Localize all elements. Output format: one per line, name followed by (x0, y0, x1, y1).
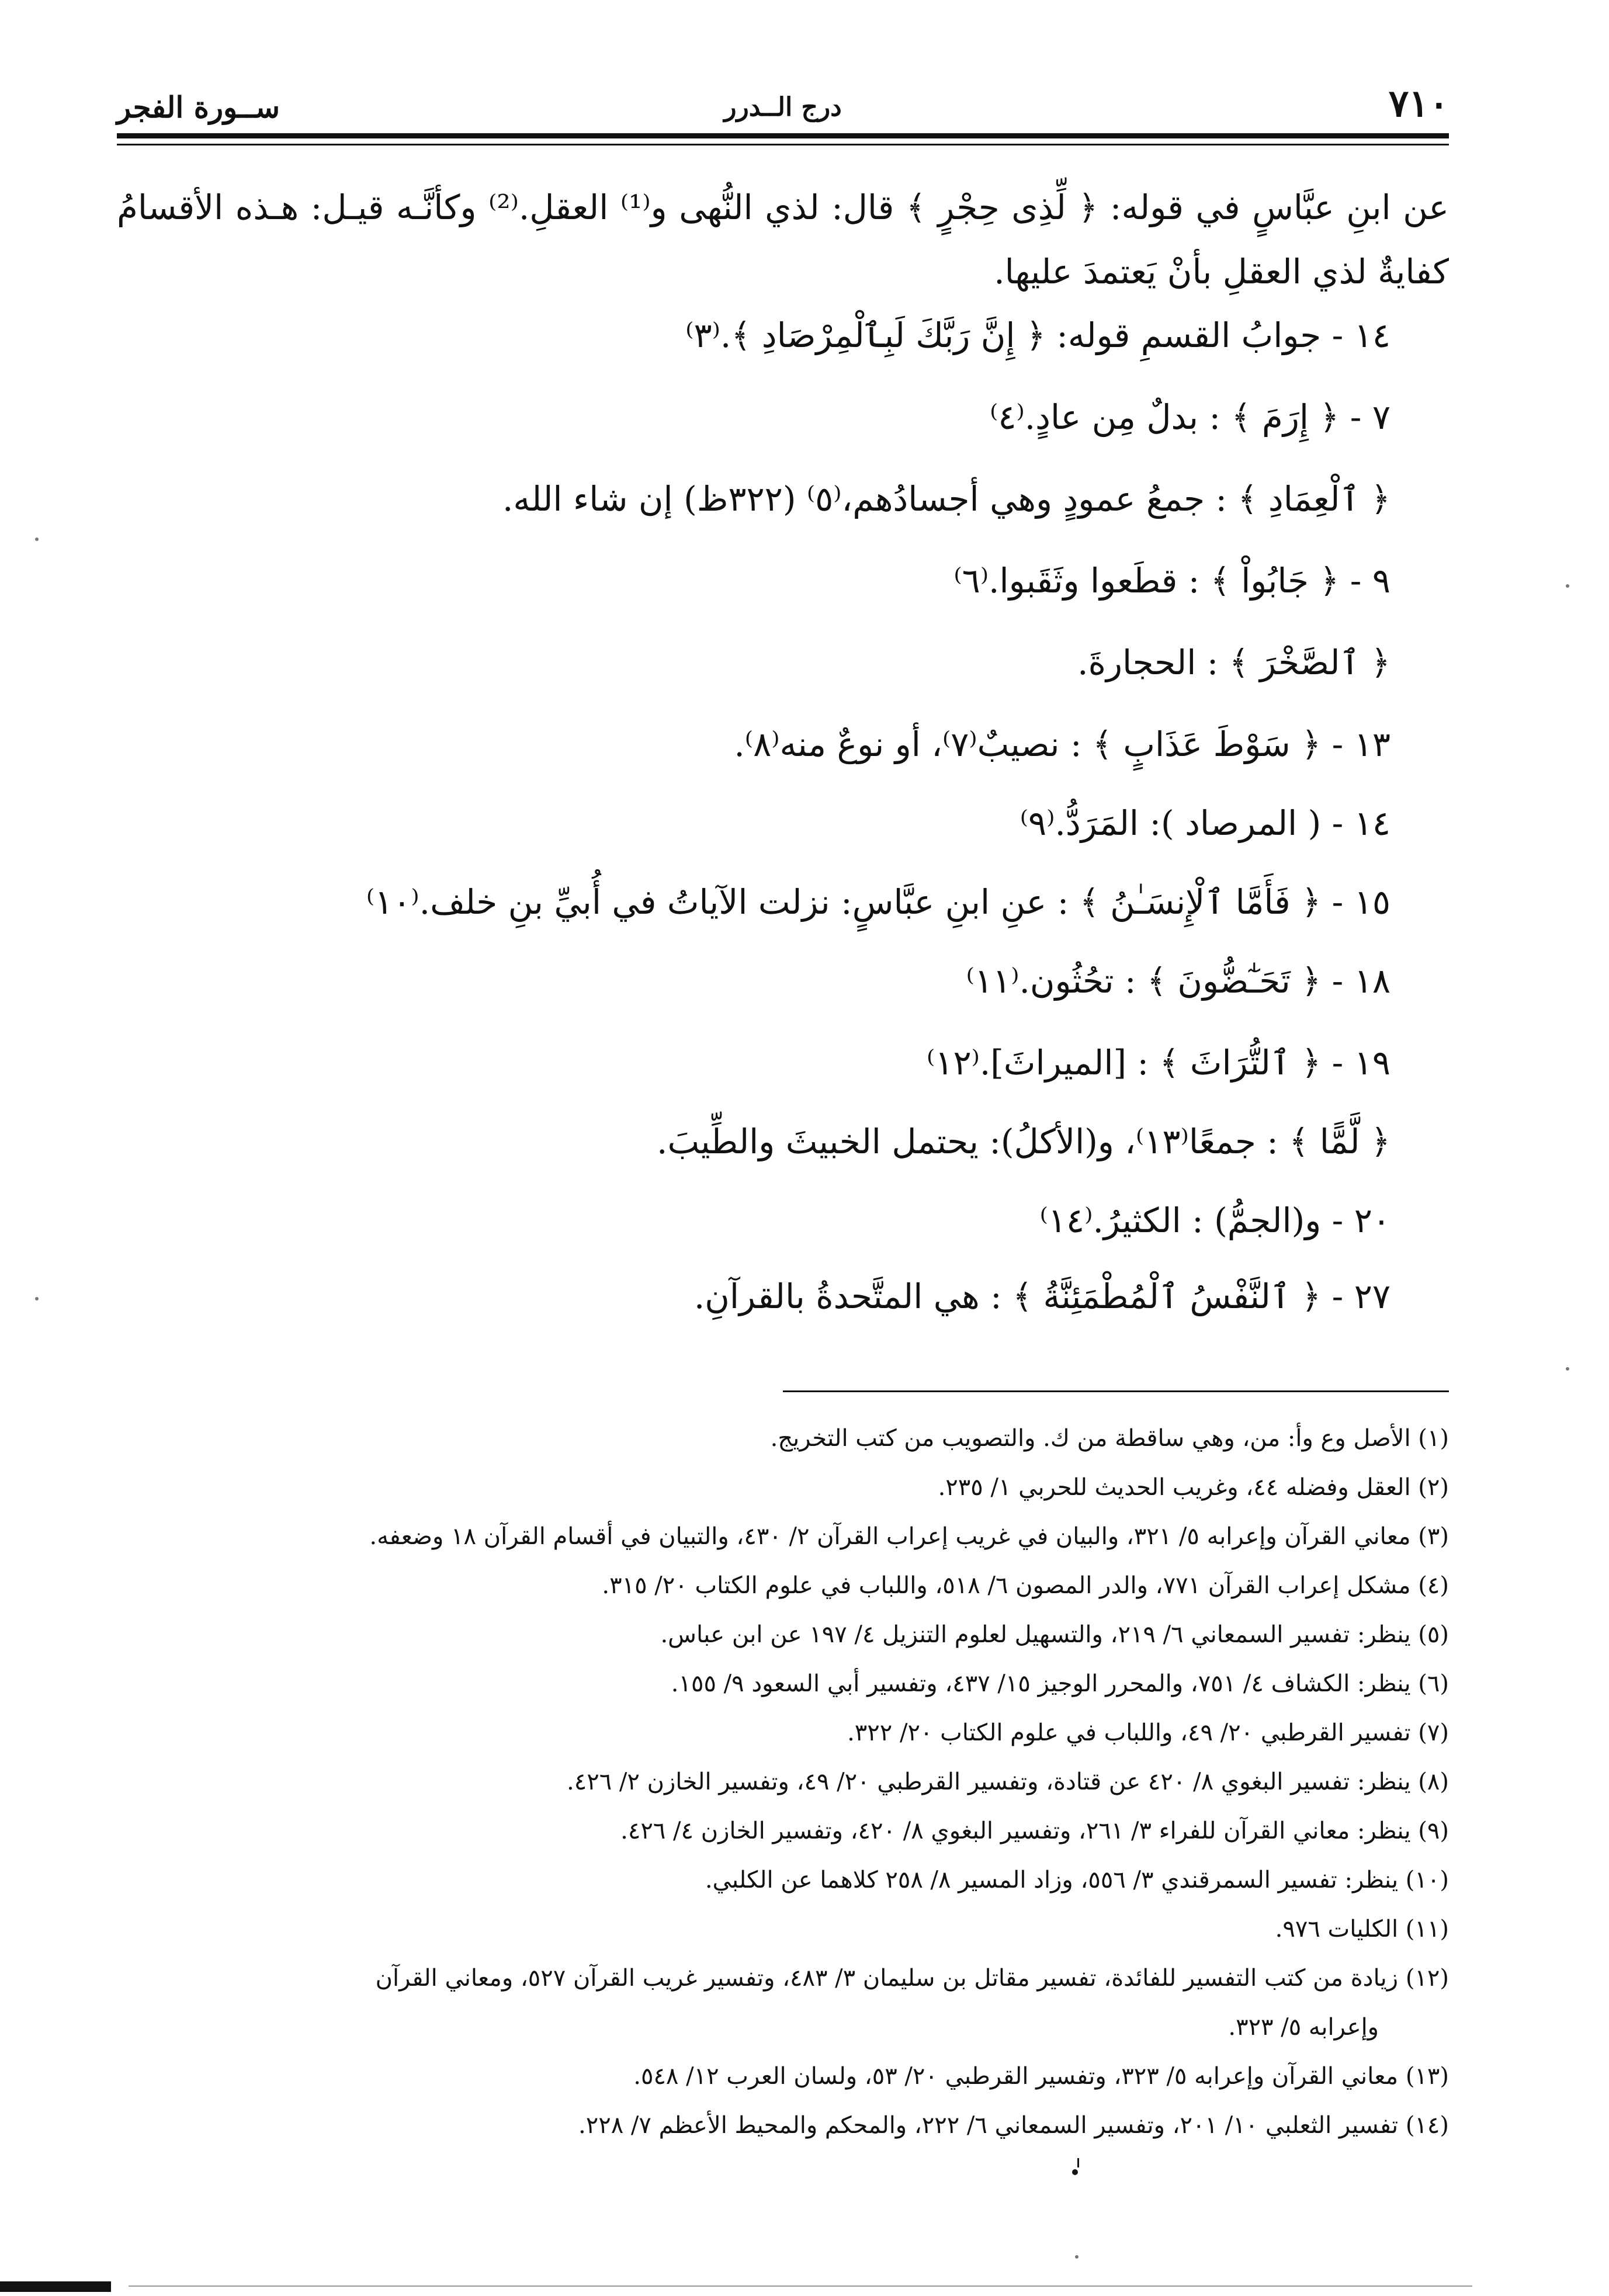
scan-speck (35, 537, 39, 541)
text-line-8: ١٥ - ﴿ فَأَمَّا ٱلْإِنسَـٰنُ ﴾ : عنِ ابنِ عبَّاسٍ: نزلت الآياتُ في أُبيِّ بنِ خلف.⁽١٠⁾ (366, 882, 1390, 922)
text-line-13: ٢٧ - ﴿ ٱلنَّفْسُ ٱلْمُطْمَئِنَّةُ ﴾ : هي المتَّحدةُ بالقرآنِ. (693, 1277, 1390, 1316)
footnote-1: (١) الأصل وع وأ: من، وهي ساقطة من ك. والتصويب من كتب التخريج. (770, 1425, 1449, 1452)
page-number: ٧١٠ (1388, 82, 1449, 126)
text-line-1: ١٤ - جوابُ القسمِ قوله: ﴿ إِنَّ رَبَّكَ لَبِٱلْمِرْصَادِ ﴾.⁽٣⁾ (685, 315, 1390, 355)
footnote-13: (١٣) معاني القرآن وإعرابه ٥/ ٣٢٣، وتفسير القرطبي ٢٠/ ٥٣، ولسان العرب ١٢/ ٥٤٨. (633, 2063, 1449, 2090)
footnote-8: (٨) ينظر: تفسير البغوي ٨/ ٤٢٠ عن قتادة، وتفسير القرطبي ٢٠/ ٤٩، وتفسير الخازن ٢/ ٤٢٦. (567, 1768, 1449, 1795)
ink-mark-icon (1063, 2156, 1087, 2179)
text-line-11: ﴿ لَّمًّا ﴾ : جمعًا⁽١٣⁾، و(الأكلُ): يحتمل الخبيثَ والطِّيبَ. (657, 1122, 1390, 1161)
text-line-9: ١٨ - ﴿ تَحَـٰٓضُّونَ ﴾ : تحُثُون.⁽١١⁾ (966, 961, 1390, 1001)
footnote-12-continued: وإعرابه ٥/ ٣٢٣. (1228, 2014, 1379, 2041)
footnote-7: (٧) تفسير القرطبي ٢٠/ ٤٩، واللباب في علوم الكتاب ٢٠/ ٣٢٢. (847, 1719, 1449, 1746)
page-mark (1063, 2156, 1087, 2184)
text-line-3: ﴿ ٱلْعِمَادِ ﴾ : جمعُ عمودٍ وهي أجسادُهم،⁽٥⁾ (٣٢٢ظ) إن شاء الله. (502, 479, 1390, 519)
header-rule-thick (117, 133, 1449, 138)
footnote-11: (١١) الكليات ٩٧٦. (1275, 1916, 1449, 1943)
page-header (117, 82, 1449, 140)
scan-speck (35, 1297, 39, 1300)
footnote-5: (٥) ينظر: تفسير السمعاني ٦/ ٢١٩، والتسهيل لعلوم التنزيل ٤/ ١٩٧ عن ابن عباس. (660, 1621, 1449, 1648)
text-line-12: ٢٠ - و(الجمُّ) : الكثيرُ.⁽١٤⁾ (1039, 1201, 1390, 1240)
footnotes (117, 1414, 1449, 2150)
scan-speck (1566, 1367, 1569, 1371)
footnote-10: (١٠) ينظر: تفسير السمرقندي ٣/ ٥٥٦، وزاد المسير ٨/ ٢٥٨ كلاهما عن الكلبي. (705, 1867, 1449, 1893)
text-line-2: ٧ - ﴿ إِرَمَ ﴾ : بدلٌ مِن عادٍ.⁽٤⁾ (990, 397, 1390, 437)
footnote-4: (٤) مشكل إعراب القرآن ٧٧١، والدر المصون ٦/ ٥١٨، واللباب في علوم الكتاب ٢٠/ ٣١٥. (602, 1572, 1449, 1599)
scan-edge-bar (0, 2281, 111, 2292)
text-line-6: ١٣ - ﴿ سَوْطَ عَذَابٍ ﴾ : نصيبٌ⁽٧⁾، أو نوعٌ منه⁽٨⁾. (734, 724, 1390, 764)
footnote-12: (١٢) زيادة من كتب التفسير للفائدة، تفسير مقاتل بن سليمان ٣/ ٤٨٣، وتفسير غريب القرآن ٥٢٧، ومعاني القرآن (375, 1965, 1449, 1992)
footnote-9: (٩) ينظر: معاني القرآن للفراء ٣/ ٢٦١، وتفسير البغوي ٨/ ٤٢٠، وتفسير الخازن ٤/ ٤٢٦. (620, 1818, 1449, 1844)
scan-edge-line (129, 2285, 1472, 2287)
scan-speck (1075, 2255, 1079, 2259)
book-title: درج الــدرر (724, 92, 842, 122)
text-line-4: ٩ - ﴿ جَابُواْ ﴾ : قطَعوا وثَقَبوا.⁽٦⁾ (953, 561, 1390, 601)
text-line-5: ﴿ ٱلصَّخْرَ ﴾ : الحجارةَ. (1077, 643, 1390, 682)
scan-speck (1566, 584, 1569, 588)
footnote-separator (783, 1390, 1449, 1392)
footnote-2: (٢) العقل وفضله ٤٤، وغريب الحديث للحربي ١/ ٢٣٥. (938, 1474, 1449, 1501)
footnote-14: (١٤) تفسير الثعلبي ١٠/ ٢٠١، وتفسير السمعاني ٦/ ٢٢٢، والمحكم والمحيط الأعظم ٧/ ٢٢٨. (578, 2112, 1449, 2139)
footnote-6: (٦) ينظر: الكشاف ٤/ ٧٥١، والمحرر الوجيز ١٥/ ٤٣٧، وتفسير أبي السعود ٩/ ١٥٥. (671, 1670, 1449, 1697)
surah-title: ســورة الفجر (117, 90, 280, 124)
text-line-10: ١٩ - ﴿ ٱلتُّرَاثَ ﴾ : [الميراثَ].⁽١٢⁾ (927, 1043, 1390, 1083)
paragraph-1: عن ابنِ عبَّاسٍ في قوله: ﴿ لِّذِى حِجْرٍ ﴾ قال: لذي النُّهى و⁽¹⁾ العقلِ.⁽²⁾ وكأنَّـه قيـل: هـذه الأقسامُ كفايةٌ لذي العقلِ بأنْ يَعتمدَ عليها. (117, 188, 1449, 292)
header-rule-thin (117, 144, 1449, 145)
footnote-3: (٣) معاني القرآن وإعرابه ٥/ ٣٢١، والبيان في غريب إعراب القرآن ٢/ ٤٣٠، والتبيان في أقسام القرآن ١٨ وضعفه. (369, 1523, 1449, 1550)
text-line-7: ١٤ - ( المرصاد ): المَرَدُّ.⁽٩⁾ (1020, 803, 1390, 843)
